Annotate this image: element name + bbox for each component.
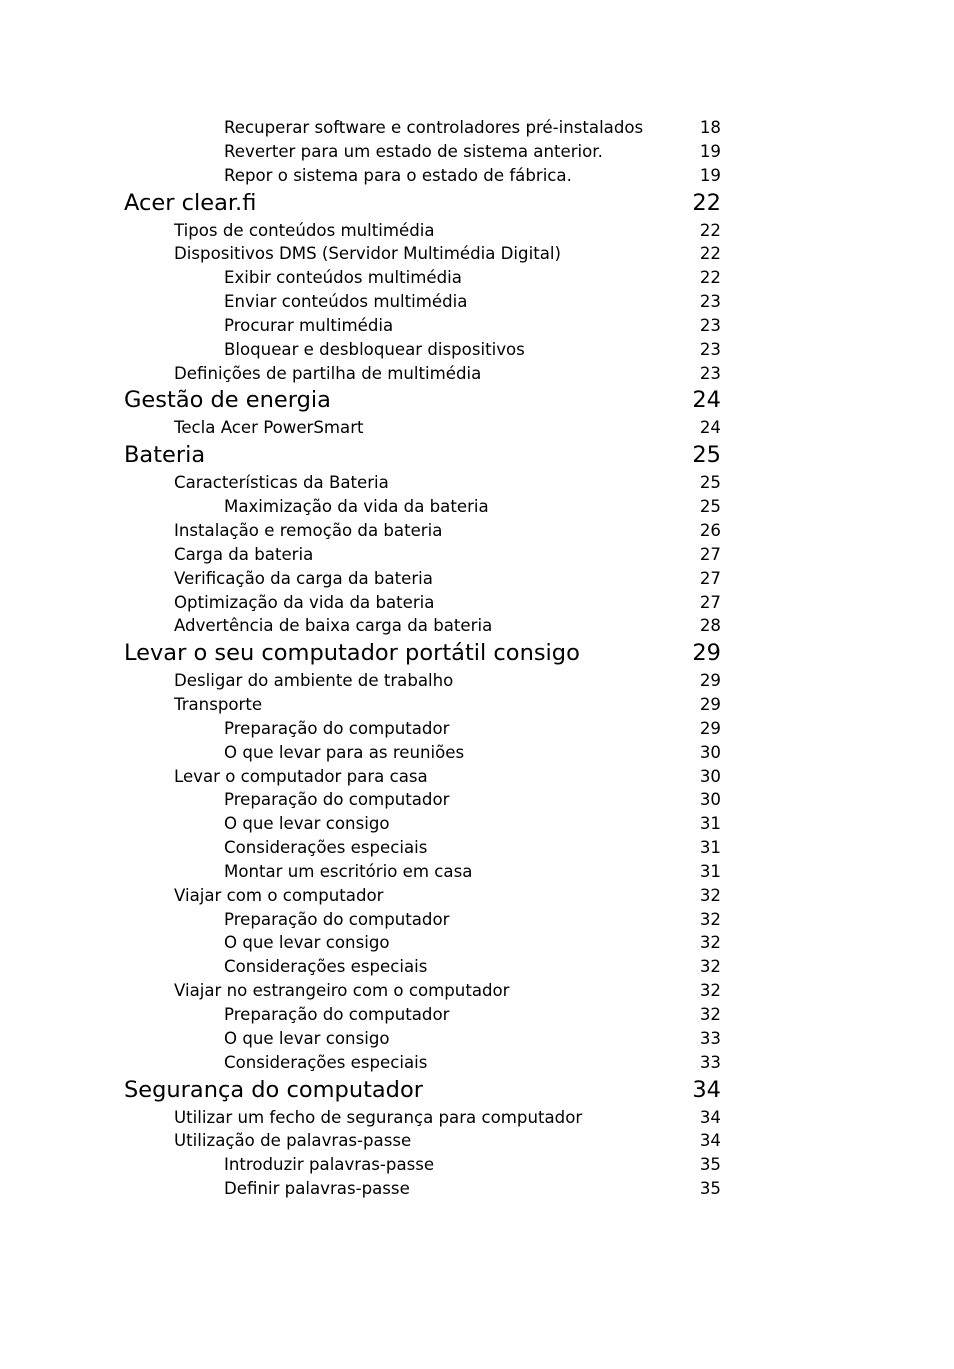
toc-page-number: 32 [699, 1005, 721, 1024]
toc-subsection-entry[interactable] [0, 931, 954, 955]
toc-page-number: 22 [692, 189, 721, 216]
toc-subsection-title: Preparação do computador [224, 718, 450, 738]
toc-chapter-title: Levar o seu computador portátil consigo [124, 640, 580, 667]
toc-page-number: 32 [699, 885, 721, 905]
toc-chapter-entry[interactable] [0, 638, 954, 669]
toc-page-number: 32 [699, 933, 721, 953]
toc-section-entry[interactable] [0, 219, 954, 243]
toc-section-entry[interactable] [0, 242, 954, 266]
toc-subsection-title: Recuperar software e controladores pré-instalados [224, 118, 644, 137]
toc-section-entry[interactable] [0, 591, 954, 615]
toc-section-entry[interactable] [0, 362, 954, 386]
toc-subsection-entry[interactable] [0, 290, 954, 314]
toc-section-entry[interactable] [0, 669, 954, 693]
toc-page-number: 27 [699, 592, 721, 612]
toc-subsection-entry[interactable] [0, 1153, 954, 1177]
toc-page-number: 27 [699, 544, 721, 564]
toc-subsection-entry[interactable] [0, 788, 954, 812]
toc-section-title: Dispositivos DMS (Servidor Multimédia Digital) [174, 244, 561, 264]
toc-subsection-title: Preparação do computador [224, 1005, 450, 1024]
toc-page-number: 30 [699, 790, 721, 810]
toc-page-number: 22 [699, 244, 721, 264]
toc-page-number: 24 [692, 387, 721, 414]
toc-subsection-title: Introduzir palavras-passe [224, 1155, 435, 1175]
toc-subsection-entry[interactable] [0, 266, 954, 290]
toc-subsection-entry[interactable] [0, 314, 954, 338]
toc-page-number: 33 [699, 1028, 721, 1048]
toc-subsection-entry[interactable] [0, 116, 954, 140]
toc-page-number: 30 [699, 766, 721, 786]
toc-page-number: 22 [699, 268, 721, 288]
toc-chapter-entry[interactable] [0, 1075, 954, 1106]
toc-page-number: 27 [699, 568, 721, 588]
toc-subsection-title: O que levar consigo [224, 814, 390, 834]
toc-chapter-entry[interactable] [0, 188, 954, 219]
toc-section-title: Definições de partilha de multimédia [174, 363, 482, 383]
toc-page-number: 25 [692, 442, 721, 469]
toc-section-title: Carga da bateria [174, 544, 314, 564]
toc-page-number: 31 [699, 861, 721, 881]
toc-subsection-entry[interactable] [0, 955, 954, 979]
toc-chapter-entry[interactable] [0, 385, 954, 416]
toc-section-title: Optimização da vida da bateria [174, 592, 435, 612]
toc-section-entry[interactable] [0, 979, 954, 1003]
toc-subsection-entry[interactable] [0, 1027, 954, 1051]
toc-subsection-entry[interactable] [0, 908, 954, 932]
toc-section-title: Viajar no estrangeiro com o computador [174, 981, 510, 1001]
toc-page-number: 29 [699, 695, 721, 715]
toc-page-number: 31 [699, 838, 721, 858]
toc-section-title: Tecla Acer PowerSmart [174, 418, 364, 438]
toc-subsection-title: Considerações especiais [224, 957, 428, 977]
toc-subsection-entry[interactable] [0, 836, 954, 860]
toc-page-number: 23 [699, 292, 721, 312]
toc-section-title: Instalação e remoção da bateria [174, 520, 443, 540]
toc-page-number: 23 [699, 315, 721, 335]
toc-page-number: 23 [699, 363, 721, 383]
toc-page-number: 28 [699, 616, 721, 636]
toc-section-entry[interactable] [0, 693, 954, 717]
toc-page-number: 31 [699, 814, 721, 834]
toc-subsection-entry[interactable] [0, 1003, 954, 1027]
toc-section-title: Utilizar um fecho de segurança para computador [174, 1107, 583, 1127]
toc-section-title: Viajar com o computador [174, 885, 384, 905]
toc-subsection-title: Repor o sistema para o estado de fábrica. [224, 165, 572, 185]
toc-subsection-title: O que levar consigo [224, 933, 390, 953]
table-of-contents [0, 116, 954, 1201]
toc-section-entry[interactable] [0, 519, 954, 543]
toc-page-number: 25 [699, 497, 721, 517]
toc-chapter-title: Bateria [124, 442, 206, 469]
toc-page-number: 29 [692, 640, 721, 667]
toc-page-number: 22 [699, 220, 721, 240]
toc-subsection-entry[interactable] [0, 495, 954, 519]
toc-section-title: Transporte [174, 695, 263, 715]
toc-section-title: Levar o computador para casa [174, 766, 428, 786]
toc-chapter-title: Segurança do computador [124, 1076, 423, 1103]
toc-subsection-title: Preparação do computador [224, 790, 450, 810]
toc-subsection-title: Considerações especiais [224, 838, 428, 858]
toc-subsection-title: Exibir conteúdos multimédia [224, 268, 462, 288]
toc-section-entry[interactable] [0, 543, 954, 567]
toc-section-entry[interactable] [0, 416, 954, 440]
toc-page-number: 35 [699, 1179, 721, 1199]
toc-subsection-title: Preparação do computador [224, 909, 450, 929]
toc-subsection-entry[interactable] [0, 741, 954, 765]
toc-subsection-entry[interactable] [0, 1051, 954, 1075]
toc-chapter-entry[interactable] [0, 440, 954, 471]
toc-page-number: 32 [699, 909, 721, 929]
toc-subsection-title: O que levar para as reuniões [224, 742, 465, 762]
toc-page-number: 23 [699, 339, 721, 359]
toc-page-number: 32 [699, 981, 721, 1001]
toc-page-number: 25 [699, 473, 721, 493]
toc-subsection-title: Considerações especiais [224, 1052, 428, 1072]
toc-page-number: 34 [692, 1076, 721, 1103]
toc-section-entry[interactable] [0, 765, 954, 789]
toc-page-number: 29 [699, 718, 721, 738]
toc-subsection-title: Bloquear e desbloquear dispositivos [224, 339, 525, 359]
toc-chapter-title: Gestão de energia [124, 387, 331, 414]
toc-subsection-entry[interactable] [0, 812, 954, 836]
toc-subsection-title: Enviar conteúdos multimédia [224, 292, 468, 312]
toc-page-number: 18 [699, 118, 721, 137]
toc-subsection-title: Definir palavras-passe [224, 1179, 410, 1199]
toc-subsection-title: Montar um escritório em casa [224, 861, 473, 881]
toc-subsection-title: Procurar multimédia [224, 315, 394, 335]
toc-page-number: 30 [699, 742, 721, 762]
toc-page-number: 29 [699, 671, 721, 691]
toc-subsection-entry[interactable] [0, 1177, 954, 1201]
toc-subsection-entry[interactable] [0, 164, 954, 188]
toc-section-title: Desligar do ambiente de trabalho [174, 671, 454, 691]
toc-section-entry[interactable] [0, 614, 954, 638]
toc-subsection-entry[interactable] [0, 338, 954, 362]
toc-section-title: Verificação da carga da bateria [174, 568, 433, 588]
toc-subsection-title: Maximização da vida da bateria [224, 497, 489, 517]
toc-section-entry[interactable] [0, 1129, 954, 1153]
toc-section-title: Características da Bateria [174, 473, 389, 493]
toc-page-number: 34 [699, 1107, 721, 1127]
toc-subsection-entry[interactable] [0, 860, 954, 884]
toc-section-title: Utilização de palavras-passe [174, 1131, 412, 1151]
toc-section-title: Advertência de baixa carga da bateria [174, 616, 493, 636]
toc-page-number: 26 [699, 520, 721, 540]
toc-page-number: 34 [699, 1131, 721, 1151]
toc-subsection-title: Reverter para um estado de sistema anterior. [224, 141, 603, 161]
toc-page-number: 24 [699, 418, 721, 438]
toc-section-entry[interactable] [0, 471, 954, 495]
toc-subsection-title: O que levar consigo [224, 1028, 390, 1048]
toc-section-title: Tipos de conteúdos multimédia [174, 220, 435, 240]
toc-page-number: 35 [699, 1155, 721, 1175]
toc-page-number: 19 [699, 141, 721, 161]
toc-subsection-entry[interactable] [0, 140, 954, 164]
toc-section-entry[interactable] [0, 567, 954, 591]
toc-section-entry[interactable] [0, 884, 954, 908]
toc-page-number: 19 [699, 165, 721, 185]
toc-page-number: 33 [699, 1052, 721, 1072]
toc-chapter-title: Acer clear.fi [124, 189, 257, 216]
toc-section-entry[interactable] [0, 1106, 954, 1130]
toc-subsection-entry[interactable] [0, 717, 954, 741]
toc-page-number: 32 [699, 957, 721, 977]
